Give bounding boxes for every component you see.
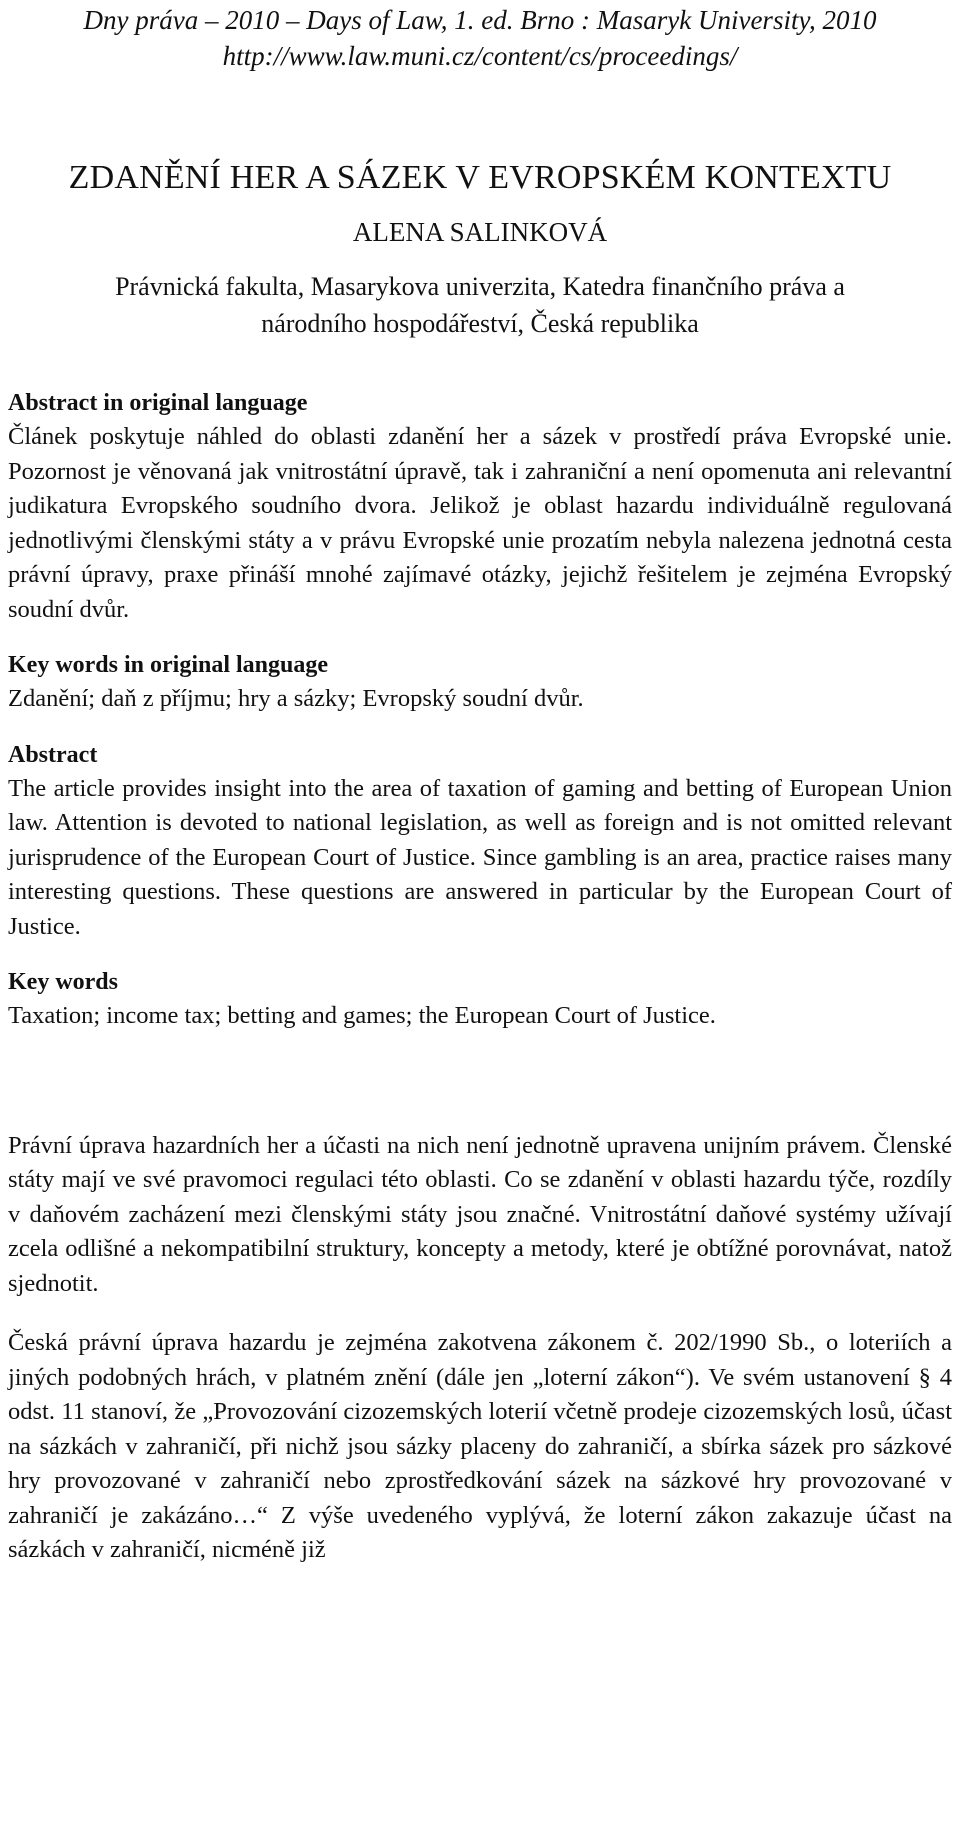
affiliation-line-1: Právnická fakulta, Masarykova univerzita, Katedra finančního práva a <box>115 272 845 301</box>
body-paragraph: Právní úprava hazardních her a účasti na nich není jednotně upravena unijním právem. Členské státy mají ve své pravomoci regulaci této oblasti. Co se zdanění v oblasti hazardu týče, rozdíly v daňovém zacházení mezi členskými státy jsou značné. Vnitrostátní daňové systémy užívají zcela odlišné a nekompatibilní struktury, koncepty a metody, které je obtížné porovnávat, natož sjednotit. <box>8 1131 952 1297</box>
abstract-english-section <box>8 738 952 945</box>
paper-title: ZDANĚNÍ HER A SÁZEK V EVROPSKÉM KONTEXTU <box>68 159 892 196</box>
keywords-english-heading: Key words <box>8 969 118 995</box>
keywords-english-text: Taxation; income tax; betting and games; the European Court of Justice. <box>8 1002 716 1029</box>
keywords-original-section <box>8 648 952 717</box>
abstract-original-section <box>8 386 952 627</box>
abstract-english-heading: Abstract <box>8 741 98 768</box>
abstract-original-heading: Abstract in original language <box>8 390 308 416</box>
abstract-original-text: Článek poskytuje náhled do oblasti zdanění her a sázek v prostředí práva Evropské unie. Pozornost je věnovaná jak vnitrostátní úpravě, tak i zahraniční a není opomenuta ani relevantní judikatura Evropského soudního dvora. Jelikož je oblast hazardu individuálně regulovaná jednotlivými členskými státy a v právu Evropské unie prozatím nebyla nalezena jednotná cesta právní úpravy, praxe přináší mnohé zajímavé otázky, jejichž řešitelem je zejména Evropský soudní dvůr. <box>8 423 952 623</box>
keywords-english-section <box>8 965 952 1034</box>
affiliation-line-2: národního hospodářeství, Česká republika <box>261 309 699 338</box>
keywords-original-heading: Key words in original language <box>8 652 329 678</box>
header-line-1: Dny práva – 2010 – Days of Law, 1. ed. Brno : Masaryk University, 2010 <box>83 5 877 35</box>
header-url: http://www.law.muni.cz/content/cs/proceedings/ <box>222 41 738 71</box>
body-paragraph: Česká právní úprava hazardu je zejména zakotvena zákonem č. 202/1990 Sb., o loteriích a jiných podobných hrách, v platném znění (dále jen „loterní zákon“). Ve svém ustanovení § 4 odst. 11 stanoví, že „Provozování cizozemských loterií včetně prodeje cizozemských losů, účast na sázkách v zahraničí, při nichž jsou sázky placeny do zahraničí, a sbírka sázek pro sázkové hry provozované v zahraničí nebo zprostředkování sázek na sázkové hry provozované v zahraničí je zakázáno…“ Z výše uvedeného vyplývá, že loterní zákon zakazuje účast na sázkách v zahraničí, nicméně již <box>8 1329 952 1563</box>
author-affiliation <box>8 268 952 342</box>
paper-author: ALENA SALINKOVÁ <box>352 217 608 247</box>
keywords-original-text: Zdanění; daň z příjmu; hry a sázky; Evropský soudní dvůr. <box>8 685 584 712</box>
proceedings-header <box>8 2 952 74</box>
abstract-english-text: The article provides insight into the area of taxation of gaming and betting of European Union law. Attention is devoted to national legislation, as well as foreign and is not omitted relevant jurisprudence of the European Court of Justice. Since gambling is an area, practice raises many interesting questions. These questions are answered in particular by the European Court of Justice. <box>8 774 952 940</box>
